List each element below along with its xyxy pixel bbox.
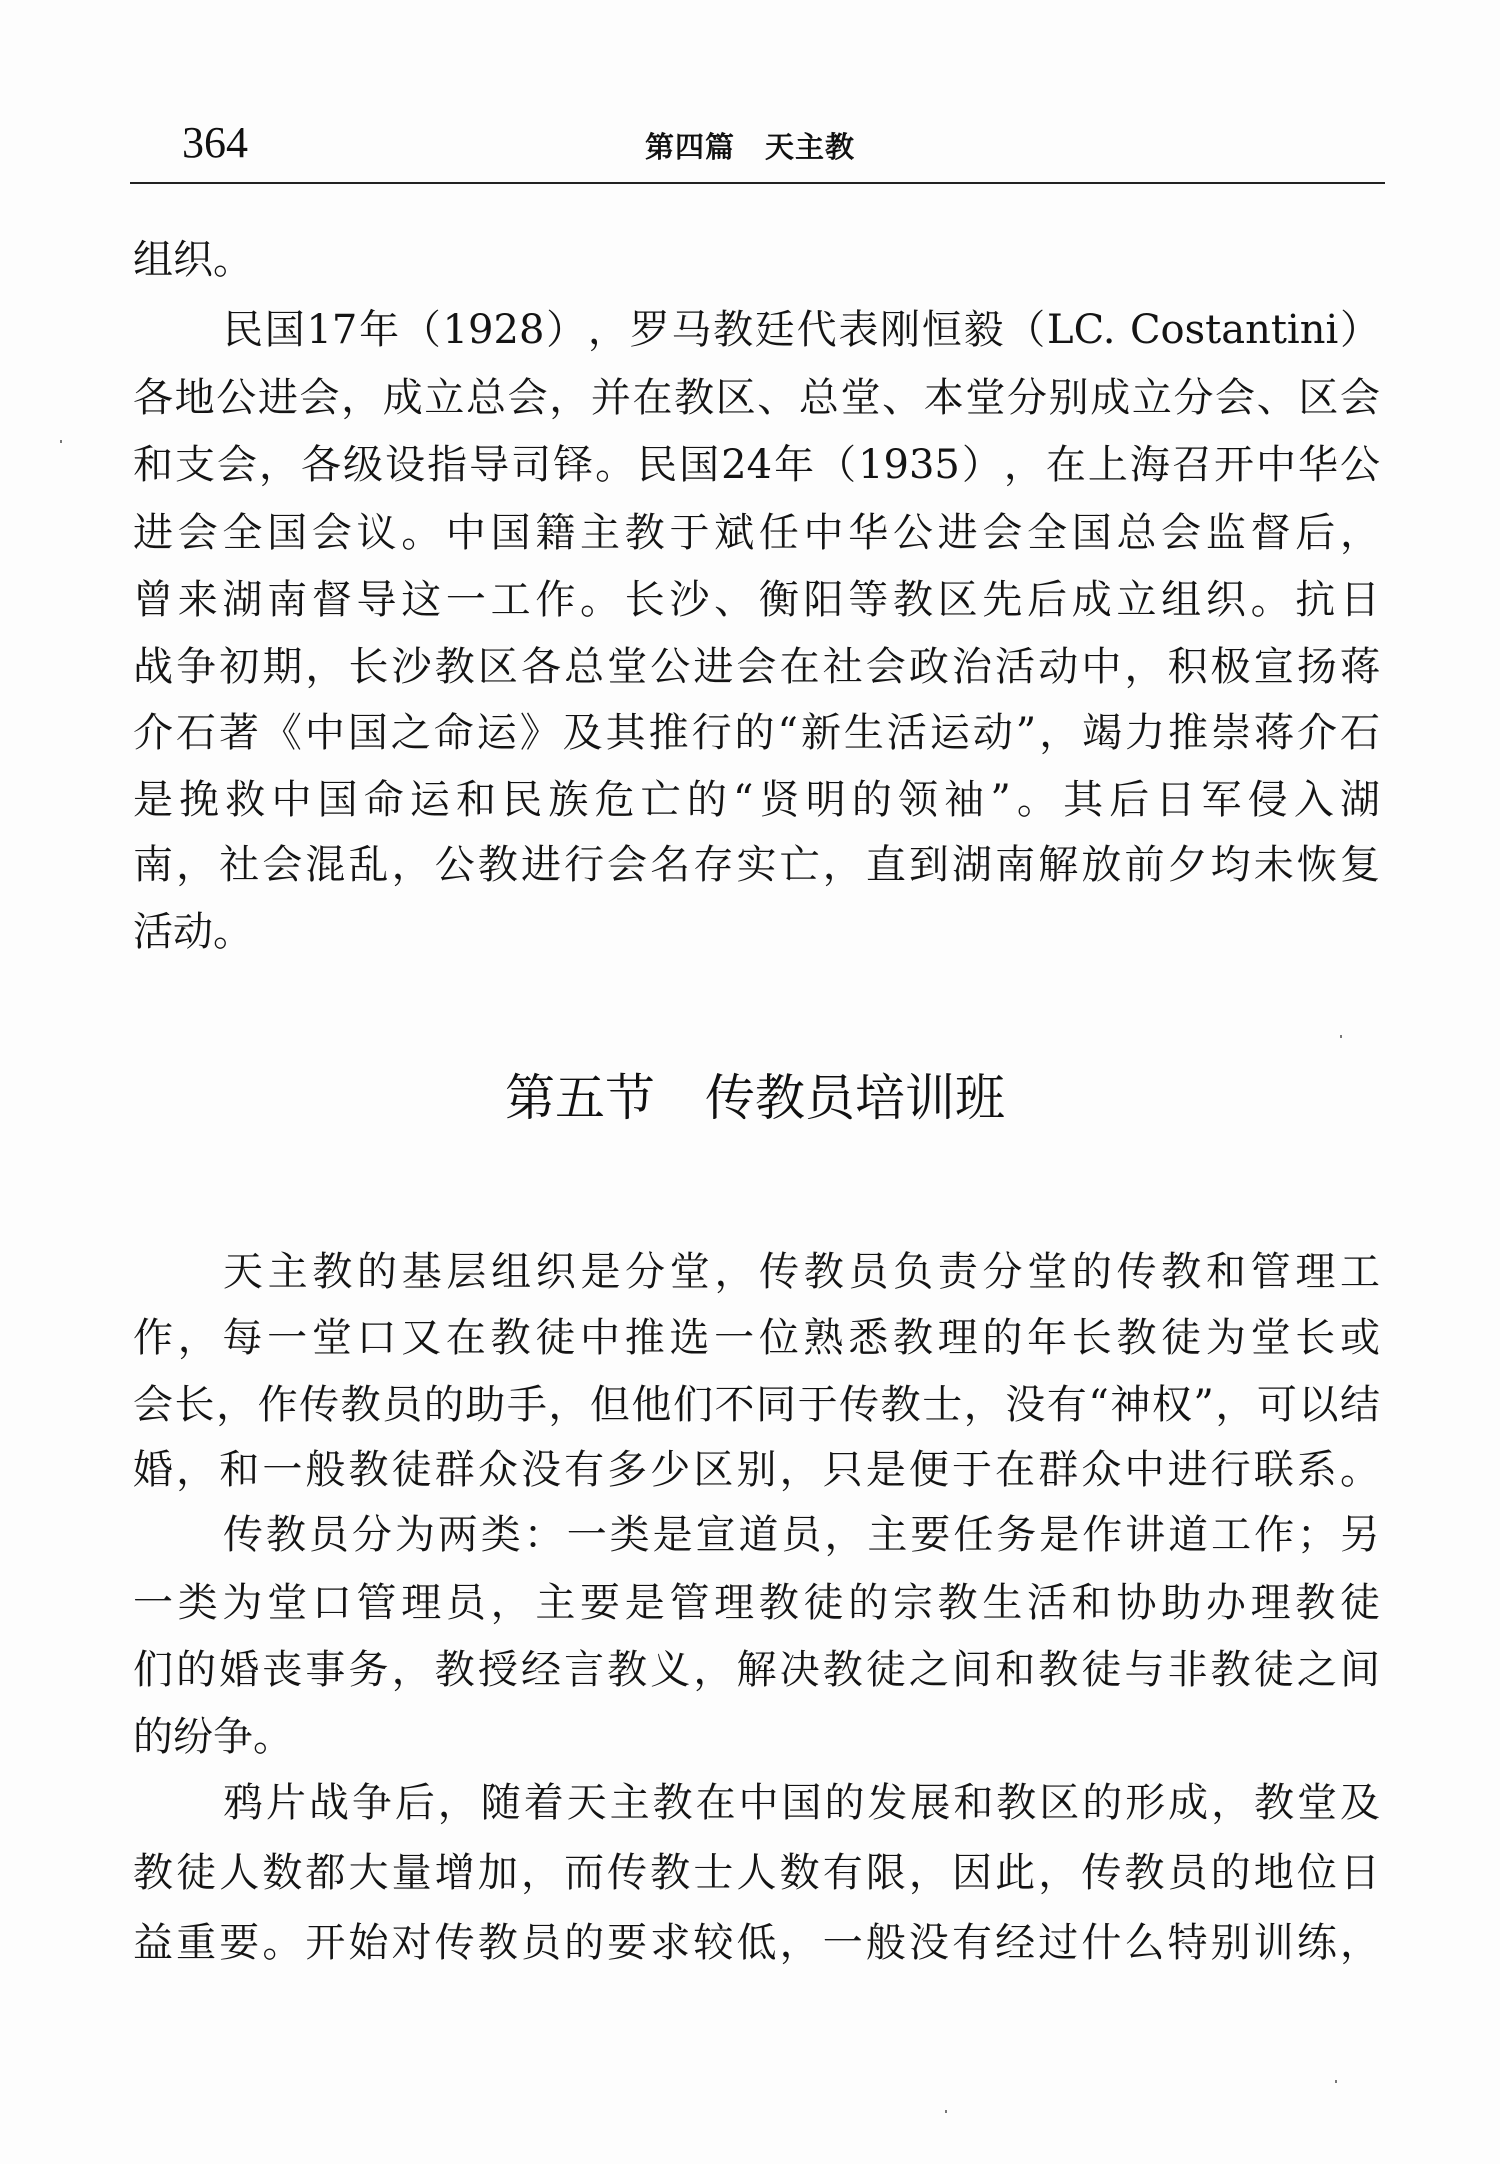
text-line: 的纷争。: [133, 1714, 293, 1760]
text-line: 活动。: [133, 909, 253, 955]
text-line: 进​会​全​国​会​议​。​中​国​籍​主​教​于​斌​任​中​华​公​进​会​全​国​总​会​监​督​后​，: [133, 510, 1380, 556]
text-line: 组织。: [133, 237, 253, 283]
text-line: 介​石​著​《​中​国​之​命​运​》​及​其​推​行​的​“​新​生​活​运​动​”​，​竭​力​推​崇​蒋​介​石: [133, 710, 1380, 756]
scan-speck: [945, 2110, 947, 2113]
running-header-title: 第四篇 天主教: [644, 130, 855, 164]
text-line: 传​教​员​分​为​两​类​：​一​类​是​宣​道​员​，​主​要​任​务​是​作​讲​道​工​作​；​另: [223, 1512, 1380, 1558]
text-line: 南​，​社​会​混​乱​，​公​教​进​行​会​名​存​实​亡​，​直​到​湖​南​解​放​前​夕​均​未​恢​复: [133, 842, 1380, 888]
scan-speck: [1335, 2080, 1337, 2083]
text-line: 和​支​会​，​各​级​设​指​导​司​铎​。​民​国​24​年​（​1935​）​，​在​上​海​召​开​中​华​公: [133, 442, 1380, 488]
text-line: 天​主​教​的​基​层​组​织​是​分​堂​，​传​教​员​负​责​分​堂​的​传​教​和​管​理​工: [223, 1249, 1380, 1295]
text-line: 益​重​要​。​开​始​对​传​教​员​的​要​求​较​低​，​一​般​没​有​经​过​什​么​特​别​训​练​，: [133, 1920, 1380, 1966]
text-line: 教​徒​人​数​都​大​量​增​加​，​而​传​教​士​人​数​有​限​，​因​此​，​传​教​员​的​地​位​日: [133, 1850, 1380, 1896]
text-line: 民​国​17​年​（​1928​）​，​罗​马​教​廷​代​表​刚​恒​毅​（​LC.​ ​Costantini​）​: [223, 307, 1380, 353]
text-line: 一​类​为​堂​口​管​理​员​，​主​要​是​管​理​教​徒​的​宗​教​生​活​和​协​助​办​理​教​徒: [133, 1580, 1380, 1626]
text-line: 鸦​片​战​争​后​，​随​着​天​主​教​在​中​国​的​发​展​和​教​区​的​形​成​，​教​堂​及: [223, 1780, 1380, 1826]
text-line: 作​，​每​一​堂​口​又​在​教​徒​中​推​选​一​位​熟​悉​教​理​的​年​长​教​徒​为​堂​长​或: [133, 1315, 1380, 1361]
scan-speck: [1340, 1035, 1342, 1038]
text-line: 曾​来​湖​南​督​导​这​一​工​作​。​长​沙​、​衡​阳​等​教​区​先​后​成​立​组​织​。​抗​日: [133, 577, 1380, 623]
header-rule: [130, 182, 1385, 184]
text-line: 婚​，​和​一​般​教​徒​群​众​没​有​多​少​区​别​，​只​是​便​于​在​群​众​中​进​行​联​系​。: [133, 1447, 1380, 1493]
page-number: 364: [182, 118, 248, 167]
text-line: 们​的​婚​丧​事​务​，​教​授​经​言​教​义​，​解​决​教​徒​之​间​和​教​徒​与​非​教​徒​之​间: [133, 1647, 1380, 1693]
scan-speck: [60, 440, 62, 443]
section-heading: 第五节 传教员培训班: [505, 1069, 1005, 1127]
text-line: 是​挽​救​中​国​命​运​和​民​族​危​亡​的​“​贤​明​的​领​袖​”​。​其​后​日​军​侵​入​湖: [133, 777, 1380, 823]
text-line: 战​争​初​期​，​长​沙​教​区​各​总​堂​公​进​会​在​社​会​政​治​活​动​中​，​积​极​宣​扬​蒋: [133, 644, 1380, 690]
text-line: 各​地​公​进​会​，​成​立​总​会​，​并​在​教​区​、​总​堂​、​本​堂​分​别​成​立​分​会​、​区​会: [133, 375, 1380, 421]
text-line: 会​长​，​作​传​教​员​的​助​手​，​但​他​们​不​同​于​传​教​士​，​没​有​“​神​权​”​，​可​以​结: [133, 1382, 1380, 1428]
